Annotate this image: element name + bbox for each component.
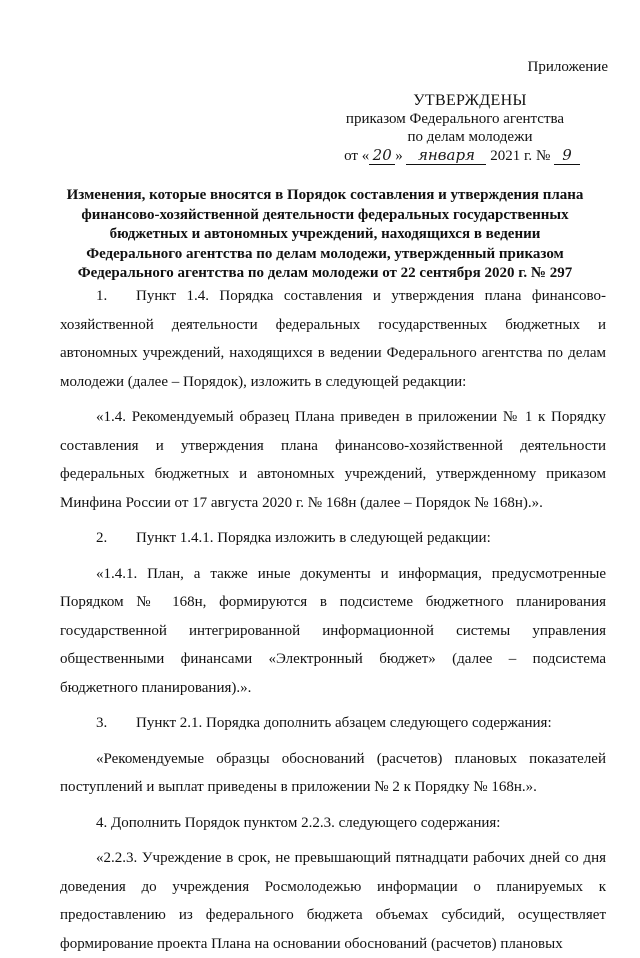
paragraph-8: «2.2.3. Учреждение в срок, не превышающий пятнадцати рабочих дней со дня доведения до учреждения Росмолодежью информации о планируемых к предоставлению из федерального бюджета объемах субсидий, осуществляет формирование проекта Плана на основании обоснований (расчетов) плановых <box>60 850 606 952</box>
paragraph-3: 2. Пункт 1.4.1. Порядка изложить в следующей редакции: <box>96 530 491 546</box>
order-date-line <box>320 146 580 165</box>
order-line-2: по делам молодежи <box>407 129 533 145</box>
date-day-handwritten: 20 <box>369 146 395 165</box>
paragraph-6: «Рекомендуемые образцы обоснований (расчетов) плановых показателей поступлений и выплат приведены в приложении № 2 к Порядку № 168н.». <box>60 750 606 795</box>
paragraph-7: 4. Дополнить Порядок пунктом 2.2.3. следующего содержания: <box>96 814 501 831</box>
order-line-1: приказом Федерального агентства <box>345 111 565 127</box>
order-number-handwritten: 9 <box>554 146 580 165</box>
number-sign: № <box>535 148 551 164</box>
paragraph-2: «1.4. Рекомендуемый образец Плана приведен в приложении № 1 к Порядку составления и утверждения плана финансово-хозяйственной деятельности федеральных бюджетных и автономных учреждений, утвержденному приказом Минфина России от 17 августа 2020 г. № 168н (далее – Порядок № 168н).». <box>60 409 606 511</box>
document-body <box>60 282 606 958</box>
appendix-label: Приложение <box>527 59 608 75</box>
date-prefix: от « <box>344 148 370 164</box>
paragraph-4: «1.4.1. План, а также иные документы и информация, предусмотренные Порядком № 168н, формируются в подсистеме бюджетного планирования государственной интегрированной информационной системы управления общественными финансами «Электронный бюджет» (далее – подсистема бюджетного планирования).». <box>60 565 606 696</box>
date-close-quote: » <box>395 148 403 164</box>
date-year: 2021 г. <box>490 148 533 164</box>
document-title: Изменения, которые вносятся в Порядок составления и утверждения плана финансово-хозяйственной деятельности федеральных государственных бюджетных и автономных учреждений, находящихся в ведении Федерального агентства по делам молодежи, утвержденный приказом Федерального агентства по делам молодежи от 22 сентября 2020 г. № 297 <box>66 187 584 281</box>
date-month-handwritten: января <box>406 146 486 165</box>
paragraph-5: 3. Пункт 2.1. Порядка дополнить абзацем следующего содержания: <box>96 715 552 731</box>
approval-block <box>320 92 580 165</box>
approved-heading: УТВЕРЖДЕНЫ <box>413 92 527 109</box>
paragraph-1: 1. Пункт 1.4. Порядка составления и утверждения плана финансово-хозяйственной деятельности федеральных государственных бюджетных и автономных учреждений, находящихся в ведении Федерального агентства по делам молодежи (далее – Порядок), изложить в следующей редакции: <box>60 288 606 390</box>
